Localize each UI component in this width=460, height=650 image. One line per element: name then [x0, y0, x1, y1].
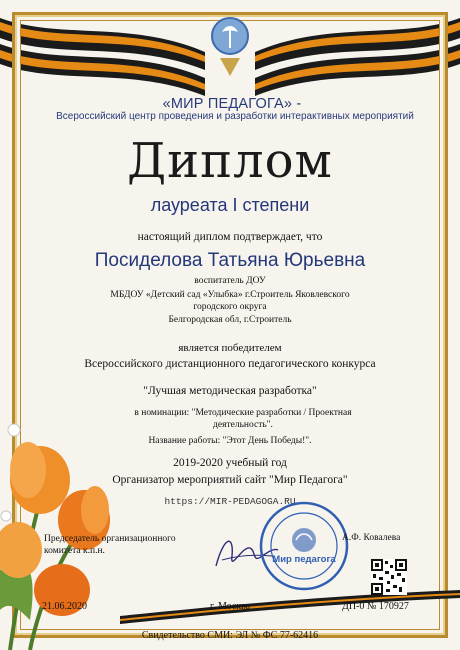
diploma-title: Диплом [127, 133, 333, 189]
academic-year: 2019-2020 учебный год [173, 457, 287, 469]
qr-code-icon[interactable] [371, 559, 407, 595]
mir-pedagoga-logo-icon [208, 14, 252, 80]
recipient-region: Белгородская обл, г.Строитель [168, 315, 292, 325]
organizer-text: Организатор мероприятий сайт "Мир Педагога" [112, 474, 348, 486]
recipient-institution: МБДОУ «Детский сад «Улыбка» г.Строитель Яковлевского городского округа [110, 290, 350, 312]
contest-name: "Лучшая методическая разработка" [143, 385, 317, 397]
organization-name: «МИР ПЕДАГОГА» - [162, 96, 302, 112]
diploma-subtitle: лауреата I степени [150, 195, 310, 215]
chair-title-line1: Председатель организационного [44, 534, 176, 544]
nomination-text: в номинации: "Методические разработки / Проектная деятельность". [134, 408, 352, 430]
chair-title-line2: комитета к.п.н. [44, 546, 105, 556]
work-title: Название работы: "Этот День Победы!". [148, 436, 312, 446]
bottom-ribbon [120, 586, 460, 626]
website-link[interactable]: https://MIR-PEDAGOGA.RU [164, 496, 296, 507]
chair-title [44, 533, 176, 557]
official-stamp [258, 500, 350, 592]
issue-date: 21.06.2020 [42, 601, 87, 612]
issue-city: г. Москва [210, 601, 251, 612]
organization-description: Всероссийский центр проведения и разработки интерактивных мероприятий [56, 111, 414, 122]
signer-name: А.Ф. Ковалева [342, 533, 401, 543]
winner-text: является победителем [178, 342, 282, 354]
media-license: Свидетельство СМИ: ЭЛ № ФС 77-62416 [141, 630, 319, 641]
stamp-label: Мир педагога [272, 554, 336, 565]
contest-description: Всероссийского дистанционного педагогического конкурса [84, 358, 376, 370]
certifies-text: настоящий диплом подтверждает, что [137, 231, 323, 243]
recipient-name: Посиделова Татьяна Юрьевна [94, 250, 366, 271]
recipient-position: воспитатель ДОУ [194, 276, 266, 286]
diploma-number: ДП-0 № 170927 [342, 601, 409, 612]
